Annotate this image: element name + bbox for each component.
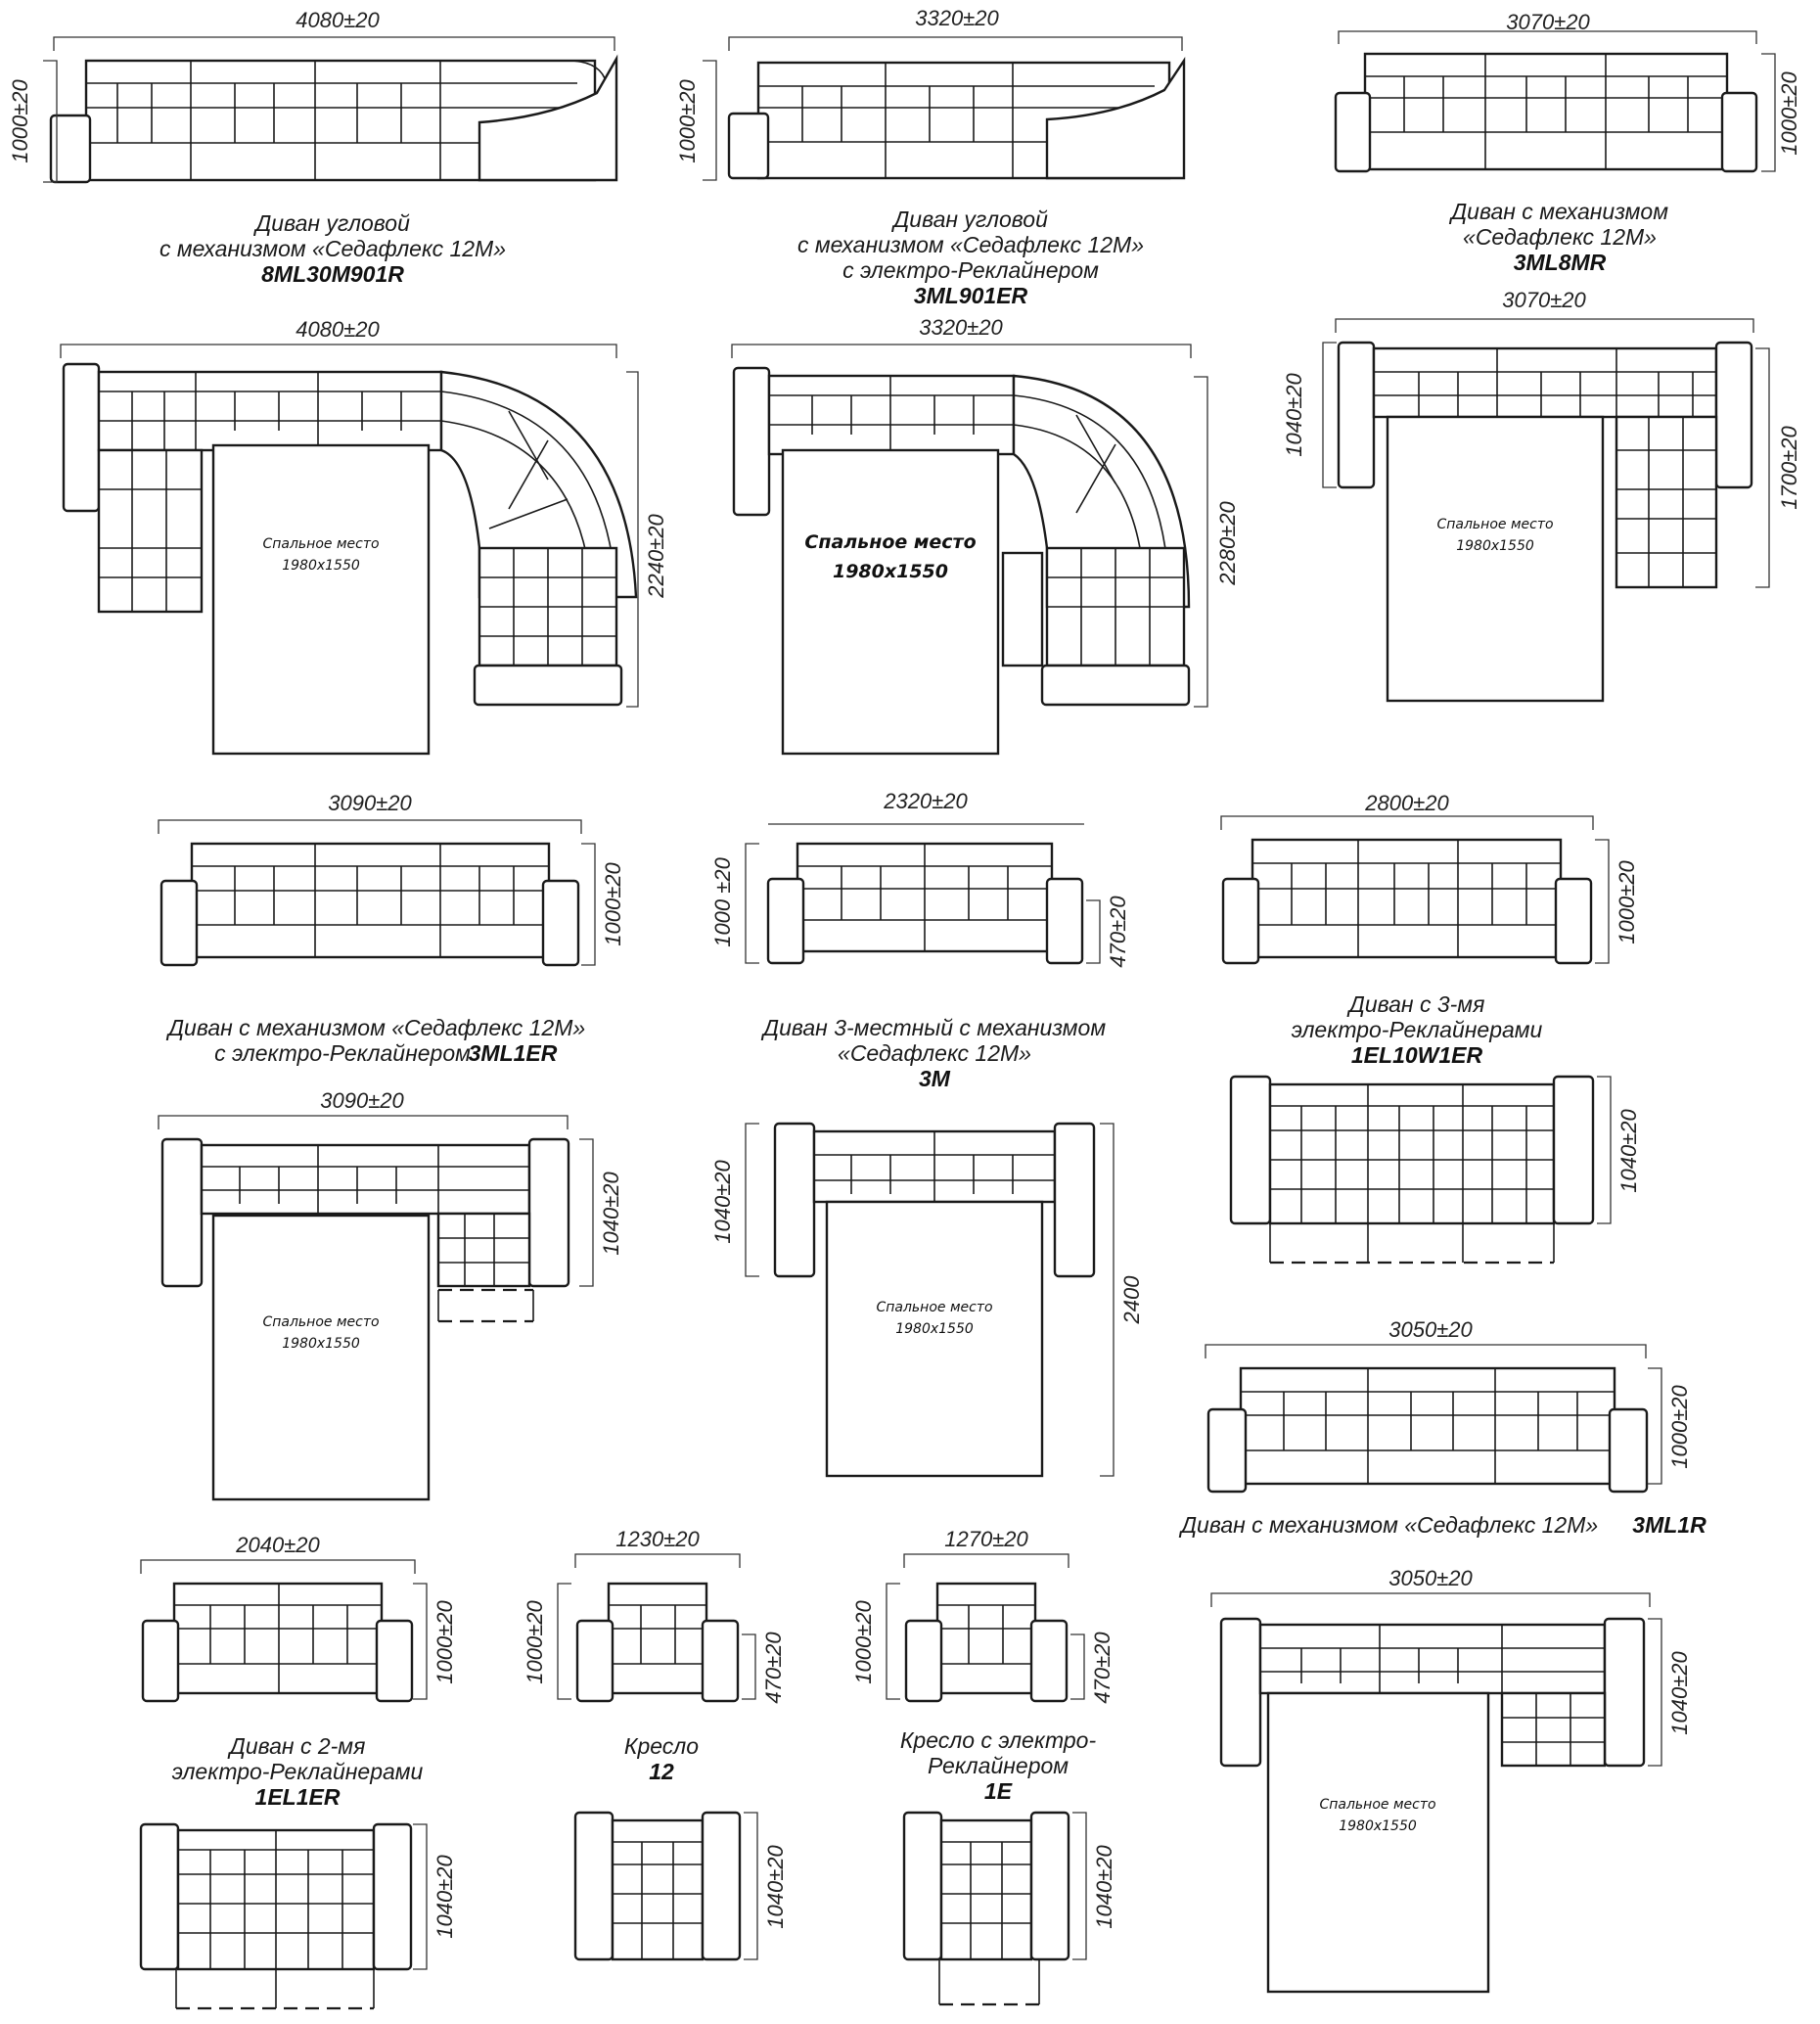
caption-line: Диван с 3-мя	[1348, 991, 1485, 1017]
bed-size-3ML1ER: 1980x1550	[282, 1336, 360, 1352]
dim-3M-plan-depth: 1040±20	[710, 1160, 735, 1244]
sofa-8ML30M901R-plan	[64, 364, 636, 754]
bed-size-3ML1R: 1980x1550	[1339, 1818, 1417, 1834]
caption-3ML8MR	[1448, 199, 1668, 275]
bed-label-3M: Спальное место	[876, 1300, 993, 1315]
product-code: 3ML1ER	[468, 1040, 558, 1066]
dim-3M-width: 2320±20	[884, 789, 968, 813]
product-code: 3ML8MR	[1513, 250, 1607, 275]
caption-line: с электро-Реклайнером	[214, 1040, 471, 1066]
bed-size-3ML8MR: 1980x1550	[1456, 538, 1534, 554]
caption-3M	[760, 1015, 1106, 1091]
product-code: 3ML1R	[1632, 1512, 1706, 1538]
caption-line: с механизмом «Седафлекс 12М»	[159, 236, 507, 261]
caption-line: Диван угловой	[893, 207, 1048, 232]
caption-line: Кресло с электро-	[899, 1727, 1097, 1753]
dim-3M-height: 1000 ±20	[710, 857, 735, 947]
sofa-3ML1R-plan	[1221, 1619, 1644, 1992]
dim-3ML8MR-height: 1000±20	[1777, 71, 1801, 156]
caption-3ML901ER	[797, 207, 1144, 308]
product-code: 1E	[983, 1778, 1013, 1804]
caption-8ML30M901R	[159, 210, 506, 287]
dim-12-width: 1230±20	[615, 1527, 700, 1551]
bed-size-3M: 1980x1550	[895, 1321, 974, 1337]
dim-3ML1ER-width: 3090±20	[328, 791, 412, 815]
bed-label-3ML8MR: Спальное место	[1436, 517, 1554, 532]
caption-line: Диван с механизмом	[1450, 199, 1669, 224]
armchair-12-front	[577, 1584, 738, 1701]
sofa-1EL1ER-plan	[141, 1824, 411, 2008]
dim-1E-plan-depth: 1040±20	[1092, 1845, 1116, 1929]
product-code: 1EL10W1ER	[1350, 1042, 1483, 1068]
dim-3ML1ER-plan-width: 3090±20	[320, 1088, 404, 1113]
armchair-1E-front	[906, 1584, 1067, 1701]
sofa-3ML1R-front	[1208, 1368, 1647, 1492]
caption-line: Кресло	[623, 1733, 700, 1759]
dim-1EL10W1ER-plan-depth: 1040±20	[1616, 1109, 1641, 1193]
dim-1EL1ER-plan-depth: 1040±20	[432, 1855, 457, 1939]
dim-3ML901ER-height: 1000±20	[675, 79, 700, 163]
dim-3ML901ER-plan-width: 3320±20	[919, 315, 1003, 340]
bed-label-3ML1R: Спальное место	[1319, 1797, 1436, 1813]
dim-3ML8MR-width: 3070±20	[1506, 10, 1590, 34]
caption-1EL10W1ER	[1292, 991, 1543, 1068]
dim-12-plan-depth: 1040±20	[763, 1845, 788, 1929]
dim-1EL1ER-width: 2040±20	[236, 1533, 320, 1557]
dim-1EL10W1ER-width: 2800±20	[1365, 791, 1449, 815]
dim-8ML30M901R-plan-width: 4080±20	[296, 317, 380, 342]
dim-1E-width: 1270±20	[944, 1527, 1028, 1551]
sofa-3ML901ER-front	[729, 61, 1184, 178]
dim-12-height: 1000±20	[523, 1600, 547, 1684]
caption-line: с электро-Реклайнером	[842, 257, 1099, 283]
dim-3ML1ER-height: 1000±20	[601, 862, 625, 946]
caption-12	[624, 1733, 699, 1784]
bed-size-8ML30M901R: 1980x1550	[282, 558, 360, 574]
caption-1E	[900, 1727, 1097, 1804]
product-code: 8ML30M901R	[261, 261, 404, 287]
caption-3ML1ER	[165, 1015, 585, 1066]
sofa-3ML1ER-plan	[162, 1139, 569, 1499]
caption-line: электро-Реклайнерами	[171, 1759, 424, 1784]
dim-3ML8MR-plan-depth-left: 1040±20	[1282, 373, 1306, 457]
product-code: 3ML901ER	[913, 283, 1028, 308]
dim-3ML8MR-plan-width: 3070±20	[1502, 288, 1586, 312]
dim-3ML901ER-plan-depth: 2280±20	[1215, 501, 1240, 585]
sofa-3ML901ER-plan	[734, 368, 1189, 754]
dim-3M-plan-length: 2400	[1119, 1275, 1144, 1324]
caption-line: «Седафлекс 12М»	[1463, 224, 1657, 250]
dim-1EL10W1ER-height: 1000±20	[1615, 860, 1639, 944]
dim-8ML30M901R-width: 4080±20	[296, 8, 380, 32]
caption-line: Диван с механизмом «Седафлекс 12М»	[1180, 1512, 1599, 1538]
dim-3ML1R-width: 3050±20	[1388, 1317, 1473, 1342]
dim-3ML1ER-plan-depth: 1040±20	[599, 1172, 623, 1256]
caption-3ML1R	[1178, 1512, 1706, 1538]
dim-1E-seat-height: 470±20	[1090, 1632, 1115, 1704]
sofa-3M-front	[768, 844, 1082, 963]
caption-line: Диван с 2-мя	[229, 1733, 366, 1759]
caption-line: Реклайнером	[927, 1753, 1069, 1778]
armchair-1E-plan	[904, 1813, 1069, 2004]
caption-line: «Седафлекс 12М»	[838, 1040, 1031, 1066]
sofa-8ML30M901R-front	[51, 59, 616, 182]
dim-3ML1R-plan-depth: 1040±20	[1667, 1651, 1692, 1735]
dim-1EL1ER-height: 1000±20	[432, 1600, 457, 1684]
dim-1E-height: 1000±20	[851, 1600, 876, 1684]
product-code: 3М	[919, 1066, 950, 1091]
sofa-1EL10W1ER-front	[1223, 840, 1591, 963]
sofa-3M-plan	[775, 1124, 1094, 1476]
dim-3ML8MR-plan-depth-right: 1700±20	[1777, 426, 1801, 510]
armchair-12-plan	[575, 1813, 740, 1959]
sofa-3ML1ER-front	[161, 844, 578, 965]
dim-3M-seat-height: 470±20	[1106, 896, 1130, 968]
dim-3ML1R-height: 1000±20	[1667, 1385, 1692, 1469]
sofa-3ML8MR-plan	[1339, 343, 1752, 701]
product-code: 1EL1ER	[254, 1784, 341, 1810]
caption-line: с механизмом «Седафлекс 12М»	[796, 232, 1145, 257]
bed-label-3ML1ER: Спальное место	[262, 1314, 380, 1330]
sofa-3ML8MR-front	[1336, 54, 1756, 171]
dim-12-seat-height: 470±20	[761, 1632, 786, 1704]
dim-8ML30M901R-plan-depth: 2240±20	[644, 514, 668, 598]
caption-line: Диван с механизмом «Седафлекс 12М»	[167, 1015, 586, 1040]
bed-label-3ML901ER: Спальное место	[804, 531, 977, 553]
caption-line: Диван угловой	[255, 210, 410, 236]
dim-8ML30M901R-height: 1000±20	[8, 79, 32, 163]
bed-size-3ML901ER: 1980x1550	[832, 561, 949, 582]
caption-line: Диван 3-местный с механизмом	[762, 1015, 1107, 1040]
caption-1EL1ER	[172, 1733, 424, 1810]
sofa-1EL10W1ER-plan	[1231, 1077, 1593, 1263]
caption-line: электро-Реклайнерами	[1291, 1017, 1543, 1042]
sofa-1EL1ER-front	[143, 1584, 412, 1701]
dim-3ML1R-plan-width: 3050±20	[1388, 1566, 1473, 1590]
product-code: 12	[649, 1759, 674, 1784]
bed-label-8ML30M901R: Спальное место	[262, 536, 380, 552]
dim-3ML901ER-width: 3320±20	[915, 6, 999, 30]
